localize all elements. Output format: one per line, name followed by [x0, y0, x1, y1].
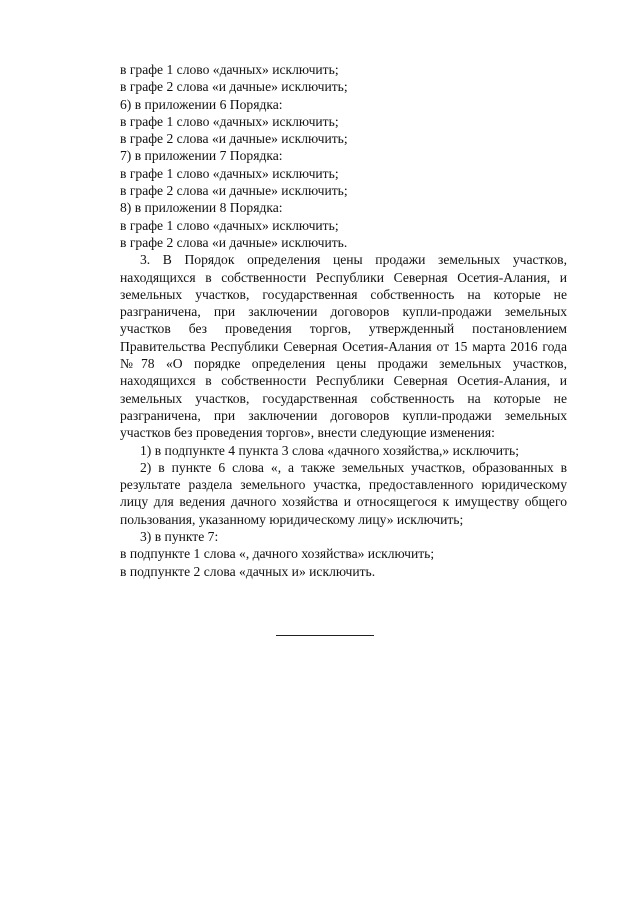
text-line: 7) в приложении 7 Порядка:: [120, 148, 283, 164]
document-body: [120, 61, 567, 580]
item-3-sub-2: в подпункте 2 слова «дачных и» исключить.: [120, 563, 376, 579]
text-line: в графе 2 слова «и дачные» исключить;: [120, 183, 348, 199]
item-2: 2) в пункте 6 слова «, а также земельных участков, образованных в результате раздела земельного участка, предоставленного юридическому лицу для ведения дачного хозяйства и относящегося к имуществу общего пользования, указанному юридическому лицу» исключить;: [120, 459, 567, 527]
text-line: в графе 1 слово «дачных» исключить;: [120, 113, 339, 129]
item-3-sub-1: в подпункте 1 слова «, дачного хозяйства» исключить;: [120, 546, 435, 562]
text-line: в графе 2 слова «и дачные» исключить.: [120, 234, 348, 250]
text-line: в графе 2 слова «и дачные» исключить;: [120, 79, 348, 95]
text-line: в графе 2 слова «и дачные» исключить;: [120, 131, 348, 147]
text-line: 6) в приложении 6 Порядка:: [120, 96, 283, 112]
text-line: в графе 1 слово «дачных» исключить;: [120, 217, 339, 233]
end-divider: [276, 635, 374, 636]
text-line: в графе 1 слово «дачных» исключить;: [120, 62, 339, 77]
item-3: 3) в пункте 7:: [140, 529, 219, 545]
item-1: 1) в подпункте 4 пункта 3 слова «дачного хозяйства,» исключить;: [140, 442, 519, 458]
paragraph-3: 3. В Порядок определения цены продажи земельных участков, находящихся в собственности Республики Северная Осетия-Алания, и земельных участков, государственная собственность на которые не разграничена, при заключении договоров купли-продажи земельных участков без проведения торгов, утвержденный постановлением Правительства Республики Северная Осетия-Алания от 15 марта 2016 года №78 «О порядке определения цены продажи земельных участков, находящихся в собственности Республики Северная Осетия-Алания, и земельных участков, государственная собственность на которые не разграничена, при заключении договоров купли-продажи земельных участков без проведения торгов», внести следующие изменения:: [120, 252, 567, 441]
text-line: 8) в приложении 8 Порядка:: [120, 200, 283, 216]
text-line: в графе 1 слово «дачных» исключить;: [120, 165, 339, 181]
